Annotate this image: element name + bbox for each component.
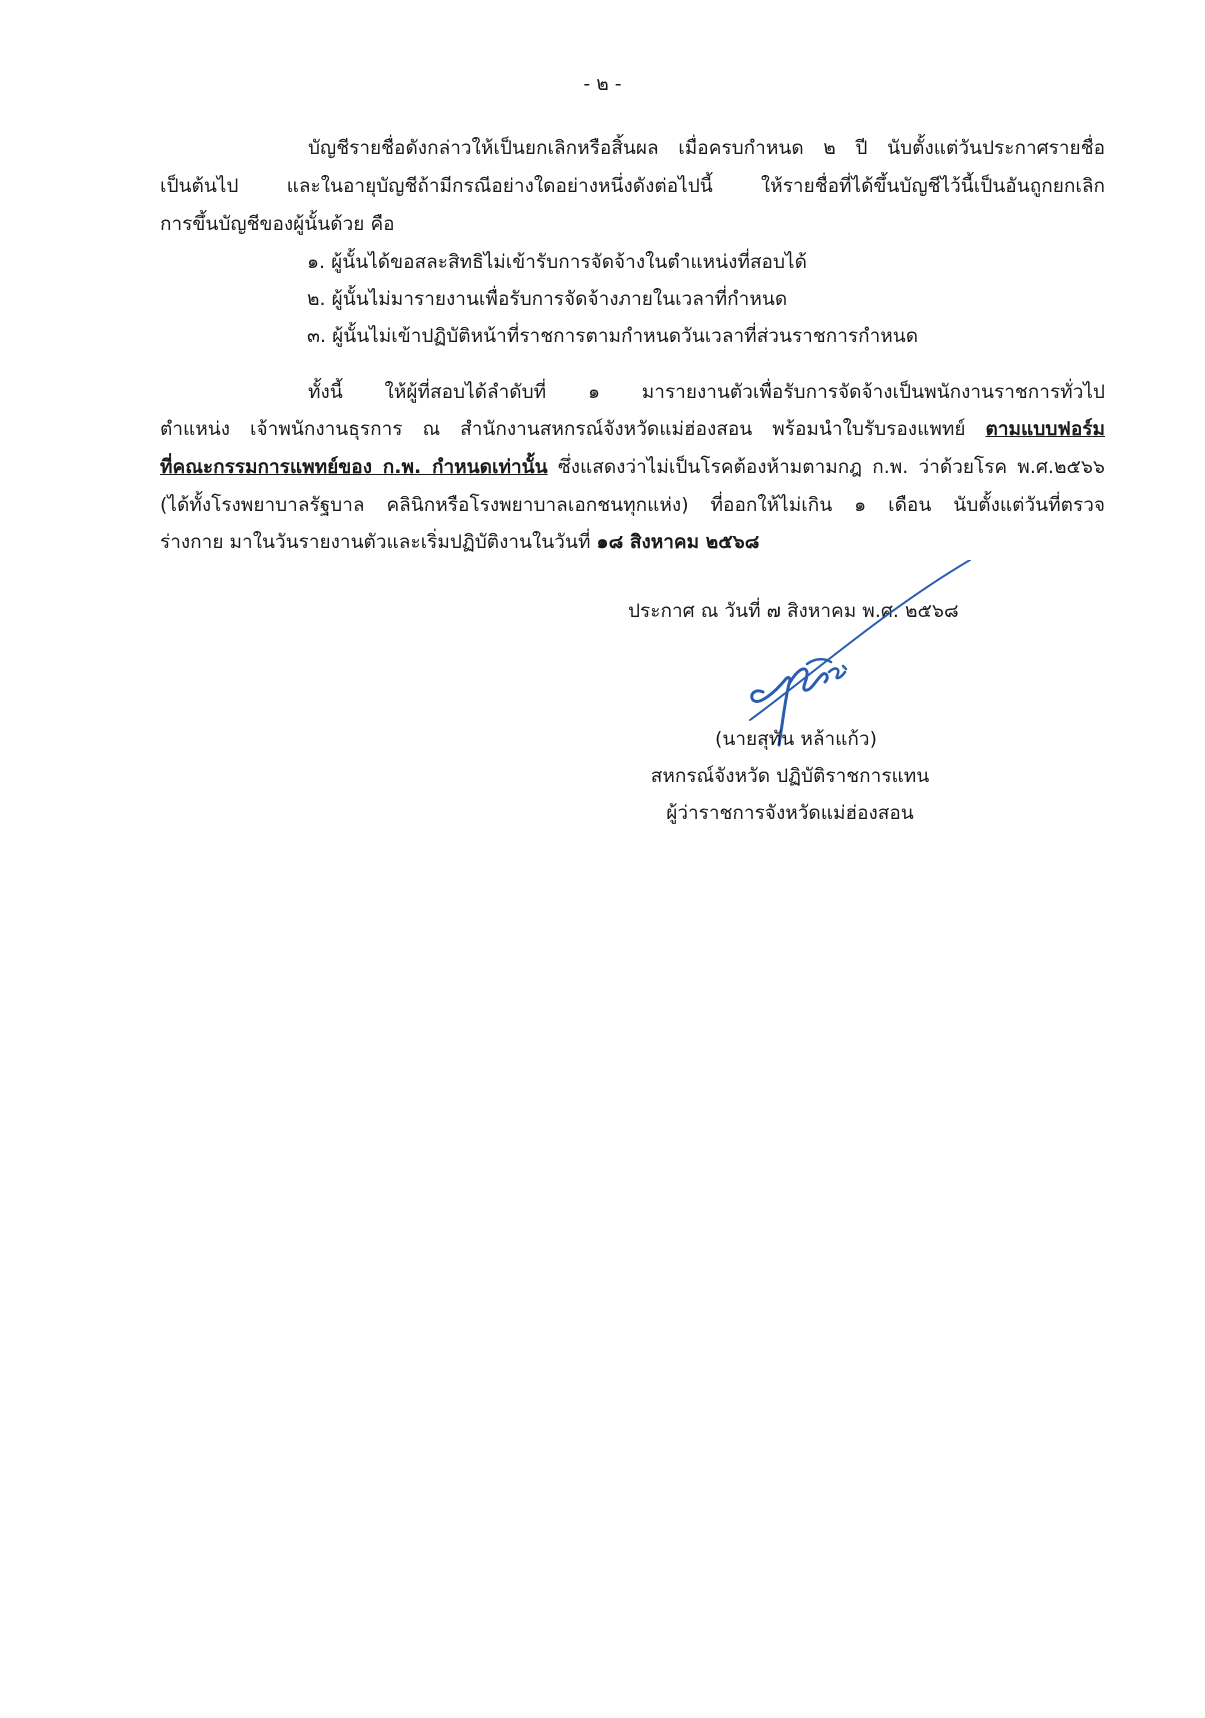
paragraph2-line1: ทั้งนี้ ให้ผู้ที่สอบได้ลำดับที่ ๑ มารายงานตัวเพื่อรับการจัดจ้างเป็นพนักงานราชการทั่วไป bbox=[308, 381, 1105, 403]
paragraph1-line1: บัญชีรายชื่อดังกล่าวให้เป็นยกเลิกหรือสิ้นผล เมื่อครบกำหนด ๒ ปี นับตั้งแต่วันประกาศรายชื่อ bbox=[308, 137, 1105, 159]
condition-item-2: ๒. ผู้นั้นไม่มารายงานเพื่อรับการจัดจ้างภายในเวลาที่กำหนด bbox=[307, 288, 788, 310]
medical-form-emphasis-1: ตามแบบฟอร์ม bbox=[985, 418, 1105, 440]
signatory-title-2: ผู้ว่าราชการจังหวัดแม่ฮ่องสอน bbox=[666, 802, 914, 824]
paragraph1-line3: การขึ้นบัญชีของผู้นั้นด้วย คือ bbox=[160, 213, 395, 235]
signatory-name: (นายสุทัน หล้าแก้ว) bbox=[714, 728, 878, 750]
start-date-emphasis: ๑๘ สิงหาคม ๒๕๖๘ bbox=[596, 531, 760, 553]
signatory-title: สหกรณ์จังหวัด ปฏิบัติราชการแทน bbox=[650, 765, 930, 787]
paragraph2-line2 bbox=[160, 415, 1105, 443]
condition-item-3: ๓. ผู้นั้นไม่เข้าปฏิบัติหน้าที่ราชการตามกำหนดวันเวลาที่ส่วนราชการกำหนด bbox=[307, 325, 919, 347]
paragraph2-line5 bbox=[160, 528, 759, 556]
page-number: - ๒ - bbox=[583, 73, 622, 95]
paragraph2-line4: (ได้ทั้งโรงพยาบาลรัฐบาล คลินิกหรือโรงพยาบาลเอกชนทุกแห่ง) ที่ออกให้ไม่เกิน ๑ เดือน นับตั้งแต่วันที่ตรวจ bbox=[160, 494, 1105, 516]
paragraph2-line3-text: ซึ่งแสดงว่าไม่เป็นโรคต้องห้ามตามกฎ ก.พ. ว่าด้วยโรค พ.ศ.๒๕๖๖ bbox=[547, 456, 1105, 478]
condition-item-1: ๑. ผู้นั้นได้ขอสละสิทธิไม่เข้ารับการจัดจ้างในตำแหน่งที่สอบได้ bbox=[307, 251, 807, 273]
paragraph2-line3 bbox=[160, 453, 1105, 481]
handwritten-signature bbox=[745, 560, 975, 750]
announcement-date: ประกาศ ณ วันที่ ๗ สิงหาคม พ.ศ. ๒๕๖๘ bbox=[628, 600, 959, 622]
paragraph1-line2: เป็นต้นไป และในอายุบัญชีถ้ามีกรณีอย่างใดอย่างหนึ่งดังต่อไปนี้ ให้รายชื่อที่ได้ขึ้นบัญชีไว้นี้เป็นอันถูกยกเลิก bbox=[160, 175, 1105, 197]
paragraph2-line5-text: ร่างกาย มาในวันรายงานตัวและเริ่มปฏิบัติงานในวันที่ bbox=[160, 531, 597, 553]
paragraph2-line2-text: ตำแหน่ง เจ้าพนักงานธุรการ ณ สำนักงานสหกรณ์จังหวัดแม่ฮ่องสอน พร้อมนำใบรับรองแพทย์ bbox=[160, 418, 986, 440]
medical-form-emphasis-2: ที่คณะกรรมการแพทย์ของ ก.พ. กำหนดเท่านั้น bbox=[160, 456, 548, 478]
